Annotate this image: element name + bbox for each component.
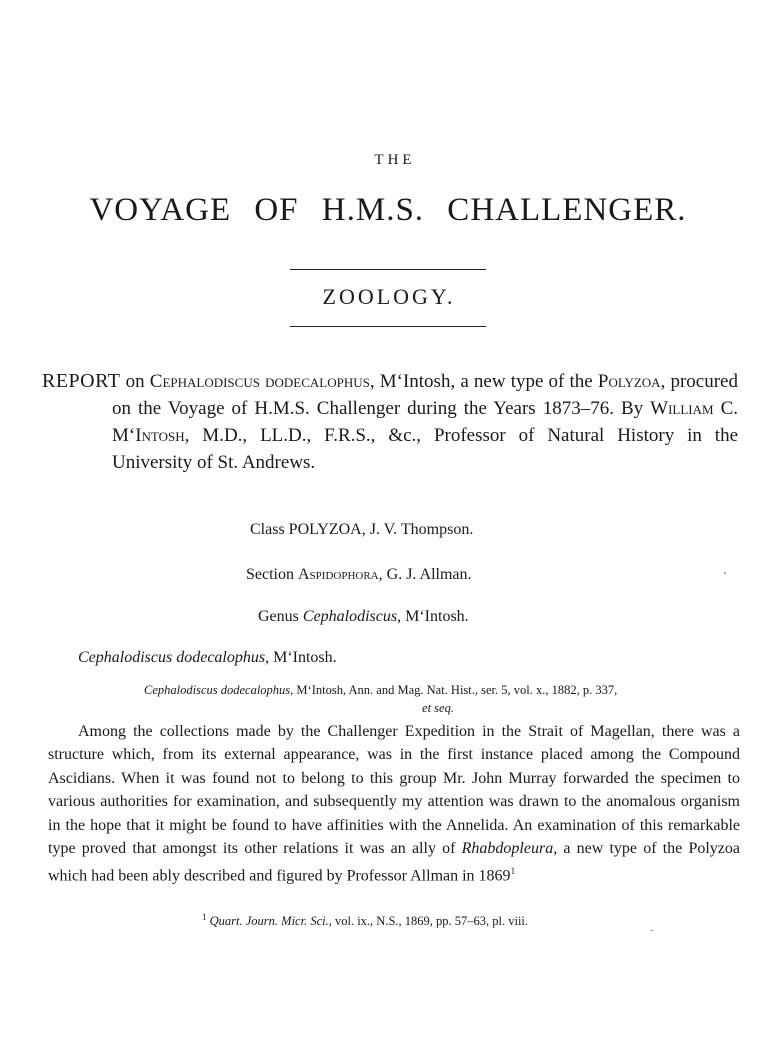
- species-author: , M‘Intosh.: [265, 649, 337, 666]
- synonymy-ref: , M‘Intosh, Ann. and Mag. Nat. Hist., ser. 5, vol. x., 1882, p. 337,: [290, 683, 618, 697]
- section-prefix: Section: [246, 566, 298, 583]
- footnote-ref: 1: [510, 866, 516, 877]
- report-after-species: , M‘Intosh, a new type of the: [369, 371, 598, 392]
- running-head-the: THE: [374, 152, 416, 168]
- report-polyzoa: Polyzoa: [597, 371, 661, 392]
- body-text-main: Among the collections made by the Challenger Expedition in the Strait of Magellan, there was a structure which, from its external appearance, was in the first instance placed among the Compound Ascidians. When it was found not to belong to this group Mr. John Murray forwarded the specimen to various authorities for examination, and subsequently my attention was drawn to the anomalous organism in the hope that it might be found to have affinities with the Annelida. An examination of this remarkable type proved that amongst its other relations it was an ally of: [48, 723, 740, 858]
- divider-top: [290, 269, 486, 270]
- synonymy-name: Cephalodiscus dodecalophus: [144, 683, 291, 697]
- page-speck: [724, 572, 726, 574]
- footnote-mark: 1: [202, 912, 207, 922]
- species-name: Cephalodiscus dodecalophus: [78, 649, 266, 666]
- report-on: on: [120, 371, 150, 392]
- report-species: Cephalodiscus dodecalophus: [149, 371, 370, 392]
- divider-bottom: [290, 326, 486, 327]
- rhabdopleura-term: Rhabdopleura: [461, 840, 554, 858]
- report-tail: , M.D., LL.D., F.R.S., &c., Professor of Natural History in the University of St. Andrews.: [112, 425, 738, 473]
- section-title: ZOOLOGY.: [322, 284, 456, 309]
- body-text-end: , a new type of the Polyzoa which had been ably described and figured by Professor Allman in 1869: [48, 840, 740, 885]
- genus-line: [258, 608, 469, 626]
- footnote-ref-text: , vol. ix., N.S., 1869, pp. 57–63, pl. viii.: [328, 914, 529, 929]
- footnote: [202, 912, 528, 929]
- page-speck: [650, 930, 653, 931]
- page-title: VOYAGE OF H.M.S. CHALLENGER.: [89, 192, 687, 228]
- report-author: William C. M‘Intosh: [112, 398, 738, 446]
- species-heading: [78, 649, 337, 667]
- synonymy-etseq: et seq.: [422, 701, 454, 715]
- class-line: Class POLYZOA, J. V. Thompson.: [250, 521, 474, 538]
- section-name: Aspidophora: [298, 566, 379, 583]
- section-suffix: , G. J. Allman.: [378, 566, 472, 583]
- genus-name: Cephalodiscus: [302, 608, 398, 625]
- genus-prefix: Genus: [258, 608, 303, 625]
- synonymy-reference: [144, 681, 732, 717]
- report-lead: REPORT: [42, 370, 121, 392]
- body-paragraph: [48, 720, 740, 888]
- genus-suffix: , M‘Intosh.: [397, 608, 469, 625]
- footnote-journal: Quart. Journ. Micr. Sci.: [209, 914, 329, 929]
- section-line: [246, 566, 472, 584]
- report-mid: , procured on the Voyage of H.M.S. Challenger during the Years 1873–76. By: [112, 371, 738, 419]
- report-heading: [42, 368, 738, 476]
